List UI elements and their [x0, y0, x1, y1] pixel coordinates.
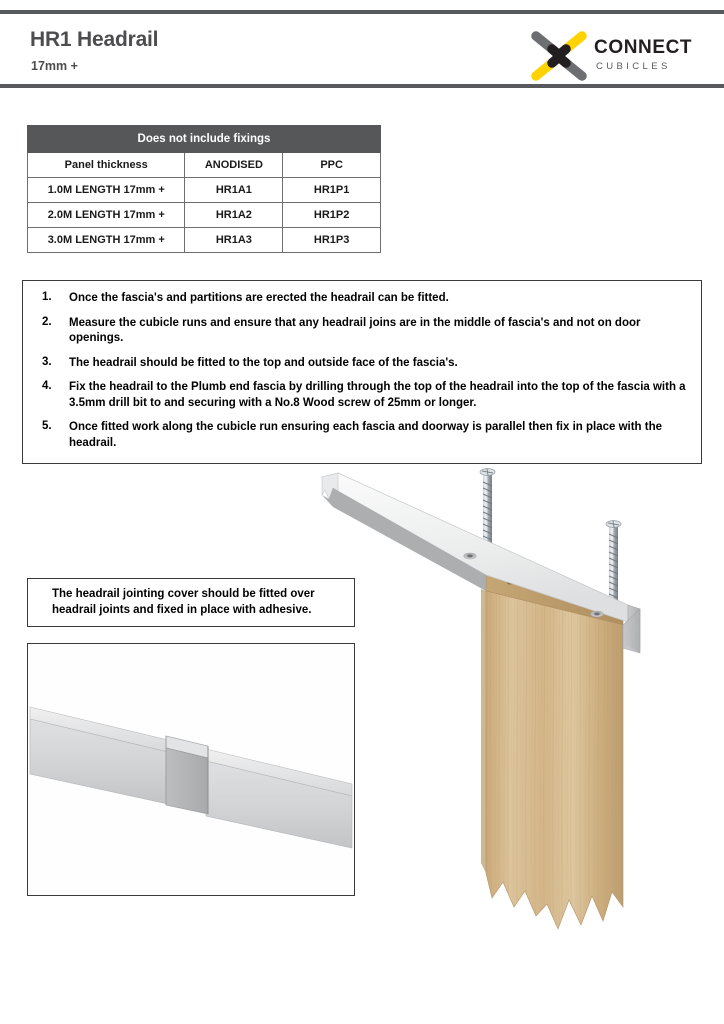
cell-panel-thickness: 2.0M LENGTH 17mm +	[28, 203, 185, 228]
table-row	[28, 228, 381, 253]
table-title: Does not include fixings	[28, 126, 381, 153]
cell-panel-thickness: 1.0M LENGTH 17mm +	[28, 178, 185, 203]
logo-wordmark	[594, 38, 692, 73]
cell-panel-thickness: 3.0M LENGTH 17mm +	[28, 228, 185, 253]
instruction-text: Measure the cubicle runs and ensure that any headrail joins are in the middle of fascia's and not on door openings.	[69, 316, 641, 344]
instruction-text: Once fitted work along the cubicle run ensuring each fascia and doorway is parallel then fix in place with the headrail.	[69, 421, 663, 449]
instruction-text: Once the fascia's and partitions are erected the headrail can be fitted.	[69, 292, 449, 304]
instruction-text: Fix the headrail to the Plumb end fascia by drilling through the top of the headrail into the top of the fascia with a 3.5mm drill bit to and securing with a No.8 Wood screw of 25mm or longer.	[69, 381, 686, 409]
product-code-table	[27, 125, 381, 253]
instruction-text: The headrail should be fitted to the top and outside face of the fascia's.	[69, 356, 458, 369]
page-title: HR1 Headrail	[30, 28, 159, 51]
headrail-assembly-diagram	[300, 455, 724, 975]
instruction-item	[33, 420, 687, 451]
cell-ppc: HR1P2	[283, 203, 381, 228]
column-header-anodised: ANODISED	[185, 153, 283, 178]
instruction-item	[33, 291, 687, 307]
column-header-ppc: PPC	[283, 153, 381, 178]
cell-ppc: HR1P1	[283, 178, 381, 203]
instruction-number: 5.	[42, 420, 52, 432]
table-title-row	[28, 126, 381, 153]
table-header-row	[28, 153, 381, 178]
brand-logo	[528, 27, 693, 85]
instruction-number: 4.	[42, 380, 52, 392]
cell-ppc: HR1P3	[283, 228, 381, 253]
x-logo-icon	[528, 27, 590, 85]
instruction-item	[33, 356, 687, 372]
cell-anodised: HR1A1	[185, 178, 283, 203]
instruction-item	[33, 380, 687, 411]
instruction-number: 3.	[42, 355, 52, 368]
column-header-panel-thickness: Panel thickness	[28, 153, 185, 178]
table-row	[28, 178, 381, 203]
page-subtitle: 17mm +	[31, 59, 78, 73]
instruction-item	[33, 316, 687, 347]
cell-anodised: HR1A2	[185, 203, 283, 228]
logo-name: CONNECT	[594, 37, 693, 58]
instruction-number: 2.	[42, 315, 52, 328]
note-text: The headrail jointing cover should be fitted over headrail joints and fixed in place with adhesive.	[52, 588, 315, 616]
headrail-assembly-illustration	[300, 455, 724, 975]
instructions-box	[22, 280, 702, 464]
table-row	[28, 203, 381, 228]
instruction-number: 1.	[42, 291, 52, 303]
cell-anodised: HR1A3	[185, 228, 283, 253]
page-header	[0, 10, 724, 88]
logo-tagline: CUBICLES	[596, 61, 671, 72]
